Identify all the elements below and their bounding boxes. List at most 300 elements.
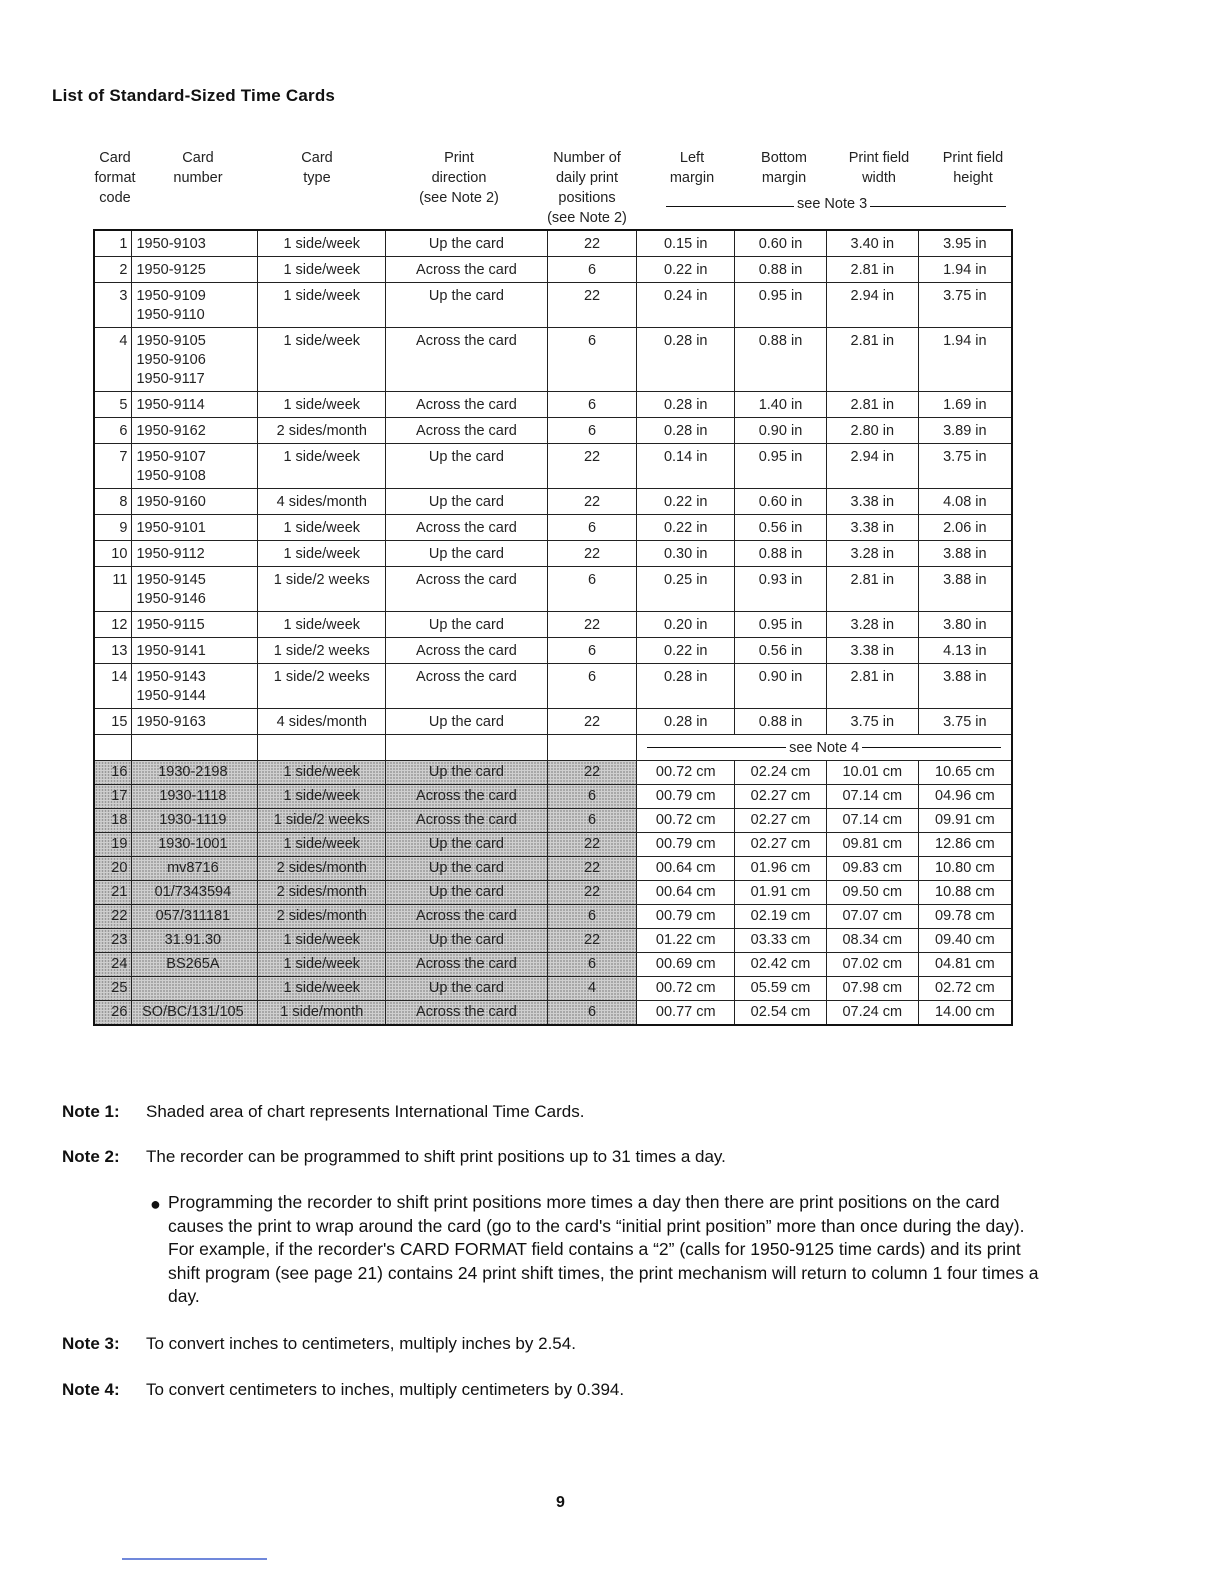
left-margin: 0.28 in bbox=[637, 328, 735, 392]
bottom-margin: 0.95 in bbox=[735, 444, 827, 489]
bottom-margin: 02.27 cm bbox=[735, 785, 827, 809]
left-margin: 0.22 in bbox=[637, 489, 735, 515]
card-type: 4 sides/month bbox=[258, 489, 386, 515]
table-row bbox=[94, 953, 1012, 977]
card-format-code: 14 bbox=[94, 664, 132, 709]
print-field-height: 3.75 in bbox=[918, 444, 1012, 489]
header-card-type: Card type bbox=[301, 150, 333, 186]
bottom-margin: 01.91 cm bbox=[735, 881, 827, 905]
print-direction: Across the card bbox=[386, 418, 548, 444]
table-row bbox=[94, 515, 1012, 541]
left-margin: 0.14 in bbox=[637, 444, 735, 489]
left-margin: 0.22 in bbox=[637, 257, 735, 283]
print-direction: Across the card bbox=[386, 1001, 548, 1026]
card-type: 1 side/week bbox=[258, 444, 386, 489]
card-type: 1 side/week bbox=[258, 283, 386, 328]
print-direction: Across the card bbox=[386, 785, 548, 809]
card-number: 1950-9109 1950-9110 bbox=[132, 283, 258, 328]
card-format-code: 1 bbox=[94, 230, 132, 257]
print-positions: 6 bbox=[547, 638, 637, 664]
left-margin: 00.72 cm bbox=[637, 977, 735, 1001]
header-positions: Number of daily print positions (see Note 2) bbox=[547, 150, 627, 226]
bottom-margin: 0.88 in bbox=[735, 257, 827, 283]
note-4-text: To convert centimeters to inches, multiply centimeters by 0.394. bbox=[146, 1380, 625, 1399]
print-field-height: 04.96 cm bbox=[918, 785, 1012, 809]
print-positions: 6 bbox=[547, 257, 637, 283]
card-number: 057/311181 bbox=[132, 905, 258, 929]
header-field-height: Print field height bbox=[942, 150, 1004, 186]
print-positions: 22 bbox=[547, 230, 637, 257]
print-field-height: 10.80 cm bbox=[918, 857, 1012, 881]
header-field-width: Print field width bbox=[848, 150, 910, 186]
table-row bbox=[94, 283, 1012, 328]
table-row bbox=[94, 638, 1012, 664]
card-type: 1 side/week bbox=[258, 612, 386, 638]
print-field-width: 08.34 cm bbox=[826, 929, 918, 953]
table-row bbox=[94, 761, 1012, 785]
print-field-height: 2.06 in bbox=[918, 515, 1012, 541]
print-field-width: 09.81 cm bbox=[826, 833, 918, 857]
left-margin: 0.22 in bbox=[637, 638, 735, 664]
print-field-width: 3.38 in bbox=[826, 515, 918, 541]
print-positions: 6 bbox=[547, 664, 637, 709]
print-field-width: 3.28 in bbox=[826, 612, 918, 638]
table-row bbox=[94, 541, 1012, 567]
card-number: BS265A bbox=[132, 953, 258, 977]
print-field-width: 2.80 in bbox=[826, 418, 918, 444]
card-number: 1950-9141 bbox=[132, 638, 258, 664]
sep-cell bbox=[132, 735, 258, 761]
card-number: SO/BC/131/105 bbox=[132, 1001, 258, 1026]
print-direction: Across the card bbox=[386, 664, 548, 709]
print-field-width: 3.40 in bbox=[826, 230, 918, 257]
print-direction: Up the card bbox=[386, 230, 548, 257]
print-direction: Up the card bbox=[386, 977, 548, 1001]
print-field-width: 2.81 in bbox=[826, 664, 918, 709]
card-type: 1 side/week bbox=[258, 833, 386, 857]
bottom-margin: 0.56 in bbox=[735, 638, 827, 664]
table-row bbox=[94, 230, 1012, 257]
print-direction: Up the card bbox=[386, 612, 548, 638]
note-2-label: Note 2: bbox=[62, 1147, 120, 1166]
see-note-4-cell bbox=[637, 735, 1012, 761]
print-direction: Up the card bbox=[386, 833, 548, 857]
card-type: 4 sides/month bbox=[258, 709, 386, 735]
table-row bbox=[94, 785, 1012, 809]
card-type: 1 side/week bbox=[258, 785, 386, 809]
print-positions: 6 bbox=[547, 785, 637, 809]
bottom-margin: 0.93 in bbox=[735, 567, 827, 612]
note-3-label: Note 3: bbox=[62, 1334, 120, 1353]
card-number: 31.91.30 bbox=[132, 929, 258, 953]
card-number bbox=[132, 977, 258, 1001]
print-field-width: 10.01 cm bbox=[826, 761, 918, 785]
header-format-code: Card format code bbox=[94, 150, 136, 206]
bullet-icon: ● bbox=[150, 1194, 161, 1214]
card-number: 01/7343594 bbox=[132, 881, 258, 905]
print-field-width: 07.14 cm bbox=[826, 809, 918, 833]
card-format-code: 18 bbox=[94, 809, 132, 833]
header-bottom-margin: Bottom margin bbox=[761, 150, 807, 186]
print-field-height: 09.78 cm bbox=[918, 905, 1012, 929]
left-margin: 0.30 in bbox=[637, 541, 735, 567]
print-field-height: 1.94 in bbox=[918, 328, 1012, 392]
table-row bbox=[94, 567, 1012, 612]
card-number: 1950-9115 bbox=[132, 612, 258, 638]
print-positions: 22 bbox=[547, 612, 637, 638]
left-margin: 00.77 cm bbox=[637, 1001, 735, 1026]
card-type: 1 side/2 weeks bbox=[258, 567, 386, 612]
left-margin: 0.25 in bbox=[637, 567, 735, 612]
print-direction: Across the card bbox=[386, 392, 548, 418]
bottom-margin: 0.95 in bbox=[735, 283, 827, 328]
card-format-code: 16 bbox=[94, 761, 132, 785]
left-margin: 0.28 in bbox=[637, 709, 735, 735]
card-format-code: 15 bbox=[94, 709, 132, 735]
print-field-height: 3.88 in bbox=[918, 567, 1012, 612]
print-positions: 22 bbox=[547, 489, 637, 515]
card-type: 1 side/week bbox=[258, 929, 386, 953]
print-positions: 22 bbox=[547, 761, 637, 785]
card-number: 1950-9107 1950-9108 bbox=[132, 444, 258, 489]
card-format-code: 12 bbox=[94, 612, 132, 638]
table-row bbox=[94, 809, 1012, 833]
print-field-height: 3.88 in bbox=[918, 541, 1012, 567]
card-type: 2 sides/month bbox=[258, 881, 386, 905]
print-field-height: 12.86 cm bbox=[918, 833, 1012, 857]
print-direction: Up the card bbox=[386, 283, 548, 328]
note-4-label: Note 4: bbox=[62, 1380, 120, 1399]
left-margin: 00.64 cm bbox=[637, 857, 735, 881]
print-positions: 6 bbox=[547, 809, 637, 833]
card-type: 1 side/week bbox=[258, 230, 386, 257]
card-type: 1 side/week bbox=[258, 392, 386, 418]
sep-cell bbox=[386, 735, 548, 761]
card-number: 1950-9112 bbox=[132, 541, 258, 567]
card-type: 1 side/week bbox=[258, 977, 386, 1001]
print-direction: Across the card bbox=[386, 809, 548, 833]
print-direction: Up the card bbox=[386, 489, 548, 515]
print-field-height: 14.00 cm bbox=[918, 1001, 1012, 1026]
international-cards-body bbox=[94, 761, 1012, 1026]
table-row bbox=[94, 257, 1012, 283]
card-format-code: 17 bbox=[94, 785, 132, 809]
card-type: 2 sides/month bbox=[258, 857, 386, 881]
see-note-4-label: see Note 4 bbox=[786, 740, 862, 756]
bottom-margin: 1.40 in bbox=[735, 392, 827, 418]
card-number: 1950-9103 bbox=[132, 230, 258, 257]
left-margin: 00.64 cm bbox=[637, 881, 735, 905]
print-field-height: 1.69 in bbox=[918, 392, 1012, 418]
print-field-height: 3.75 in bbox=[918, 709, 1012, 735]
card-format-code: 22 bbox=[94, 905, 132, 929]
print-positions: 22 bbox=[547, 444, 637, 489]
bottom-margin: 02.24 cm bbox=[735, 761, 827, 785]
table-row bbox=[94, 444, 1012, 489]
print-field-width: 3.75 in bbox=[826, 709, 918, 735]
print-direction: Up the card bbox=[386, 541, 548, 567]
card-type: 2 sides/month bbox=[258, 418, 386, 444]
standard-cards-body bbox=[94, 230, 1012, 735]
print-field-height: 4.08 in bbox=[918, 489, 1012, 515]
table-row bbox=[94, 977, 1012, 1001]
print-positions: 22 bbox=[547, 929, 637, 953]
print-field-height: 1.94 in bbox=[918, 257, 1012, 283]
print-positions: 6 bbox=[547, 328, 637, 392]
print-field-width: 3.28 in bbox=[826, 541, 918, 567]
print-positions: 6 bbox=[547, 392, 637, 418]
card-type: 1 side/week bbox=[258, 328, 386, 392]
print-field-width: 2.81 in bbox=[826, 567, 918, 612]
bottom-margin: 0.90 in bbox=[735, 664, 827, 709]
print-positions: 6 bbox=[547, 905, 637, 929]
card-type: 1 side/week bbox=[258, 515, 386, 541]
bottom-margin: 02.42 cm bbox=[735, 953, 827, 977]
table-row bbox=[94, 489, 1012, 515]
note-2-bullet-text: Programming the recorder to shift print positions more times a day then there are print positions on the card causes the print to wrap around the card (go to the card's “initial print position” more than once during the day). For example, if the recorder's CARD FORMAT field contains a “2” (calls for 1950-9125 time cards) and its print shift program (see page 21) contains 24 print shift times, the print mechanism will return to column 1 four times a day. bbox=[168, 1192, 1039, 1306]
print-direction: Up the card bbox=[386, 857, 548, 881]
card-format-code: 19 bbox=[94, 833, 132, 857]
card-number: 1950-9125 bbox=[132, 257, 258, 283]
print-field-width: 2.94 in bbox=[826, 444, 918, 489]
print-direction: Across the card bbox=[386, 328, 548, 392]
card-format-code: 24 bbox=[94, 953, 132, 977]
print-direction: Across the card bbox=[386, 638, 548, 664]
card-type: 1 side/week bbox=[258, 761, 386, 785]
left-margin: 0.28 in bbox=[637, 392, 735, 418]
left-margin: 0.24 in bbox=[637, 283, 735, 328]
sep-cell bbox=[258, 735, 386, 761]
card-number: 1930-1118 bbox=[132, 785, 258, 809]
header-print-direction: Print direction (see Note 2) bbox=[419, 150, 499, 206]
left-margin: 0.15 in bbox=[637, 230, 735, 257]
sep-cell bbox=[94, 735, 132, 761]
page-number: 9 bbox=[556, 1494, 565, 1511]
print-field-width: 09.83 cm bbox=[826, 857, 918, 881]
time-cards-table bbox=[93, 229, 1013, 1026]
bottom-margin: 0.90 in bbox=[735, 418, 827, 444]
print-direction: Across the card bbox=[386, 257, 548, 283]
print-field-width: 3.38 in bbox=[826, 489, 918, 515]
card-format-code: 23 bbox=[94, 929, 132, 953]
print-field-height: 4.13 in bbox=[918, 638, 1012, 664]
print-field-width: 3.38 in bbox=[826, 638, 918, 664]
sep-cell bbox=[547, 735, 637, 761]
print-field-height: 09.91 cm bbox=[918, 809, 1012, 833]
card-format-code: 11 bbox=[94, 567, 132, 612]
card-type: 1 side/2 weeks bbox=[258, 664, 386, 709]
print-field-width: 2.81 in bbox=[826, 392, 918, 418]
card-number: 1950-9101 bbox=[132, 515, 258, 541]
print-direction: Up the card bbox=[386, 444, 548, 489]
table-row bbox=[94, 664, 1012, 709]
print-direction: Up the card bbox=[386, 929, 548, 953]
bottom-margin: 0.88 in bbox=[735, 328, 827, 392]
print-positions: 22 bbox=[547, 833, 637, 857]
table-row bbox=[94, 929, 1012, 953]
left-margin: 0.28 in bbox=[637, 664, 735, 709]
print-field-width: 2.94 in bbox=[826, 283, 918, 328]
card-format-code: 13 bbox=[94, 638, 132, 664]
print-direction: Across the card bbox=[386, 567, 548, 612]
card-format-code: 7 bbox=[94, 444, 132, 489]
table-row bbox=[94, 833, 1012, 857]
header-card-number: Card number bbox=[173, 150, 223, 186]
card-number: mv8716 bbox=[132, 857, 258, 881]
print-field-width: 07.24 cm bbox=[826, 1001, 918, 1026]
left-margin: 00.72 cm bbox=[637, 809, 735, 833]
note4-separator-row bbox=[94, 735, 1012, 761]
card-number: 1950-9145 1950-9146 bbox=[132, 567, 258, 612]
print-field-height: 10.88 cm bbox=[918, 881, 1012, 905]
table-row bbox=[94, 612, 1012, 638]
table-row bbox=[94, 857, 1012, 881]
print-field-height: 10.65 cm bbox=[918, 761, 1012, 785]
separator-body bbox=[94, 735, 1012, 761]
left-margin: 01.22 cm bbox=[637, 929, 735, 953]
print-field-height: 09.40 cm bbox=[918, 929, 1012, 953]
print-positions: 22 bbox=[547, 541, 637, 567]
bottom-margin: 03.33 cm bbox=[735, 929, 827, 953]
print-field-height: 3.95 in bbox=[918, 230, 1012, 257]
print-field-height: 3.89 in bbox=[918, 418, 1012, 444]
print-direction: Up the card bbox=[386, 761, 548, 785]
page-title: List of Standard-Sized Time Cards bbox=[52, 86, 336, 105]
note-2-text: The recorder can be programmed to shift print positions up to 31 times a day. bbox=[146, 1147, 726, 1166]
left-margin: 00.79 cm bbox=[637, 905, 735, 929]
bottom-margin: 0.95 in bbox=[735, 612, 827, 638]
bottom-margin: 05.59 cm bbox=[735, 977, 827, 1001]
card-number: 1930-1001 bbox=[132, 833, 258, 857]
card-type: 1 side/week bbox=[258, 953, 386, 977]
card-number: 1950-9162 bbox=[132, 418, 258, 444]
print-field-width: 07.07 cm bbox=[826, 905, 918, 929]
print-direction: Across the card bbox=[386, 515, 548, 541]
card-type: 1 side/week bbox=[258, 257, 386, 283]
bottom-margin: 02.27 cm bbox=[735, 833, 827, 857]
bottom-margin: 0.60 in bbox=[735, 489, 827, 515]
card-number: 1950-9160 bbox=[132, 489, 258, 515]
print-direction: Up the card bbox=[386, 709, 548, 735]
print-positions: 6 bbox=[547, 1001, 637, 1026]
print-field-height: 02.72 cm bbox=[918, 977, 1012, 1001]
print-positions: 22 bbox=[547, 881, 637, 905]
print-positions: 6 bbox=[547, 953, 637, 977]
note-3 bbox=[62, 1334, 576, 1354]
card-format-code: 9 bbox=[94, 515, 132, 541]
bottom-margin: 0.88 in bbox=[735, 709, 827, 735]
card-type: 2 sides/month bbox=[258, 905, 386, 929]
print-field-height: 04.81 cm bbox=[918, 953, 1012, 977]
note-4 bbox=[62, 1380, 624, 1400]
table-row bbox=[94, 881, 1012, 905]
card-number: 1950-9163 bbox=[132, 709, 258, 735]
card-type: 1 side/month bbox=[258, 1001, 386, 1026]
card-number: 1930-2198 bbox=[132, 761, 258, 785]
card-type: 1 side/2 weeks bbox=[258, 638, 386, 664]
card-format-code: 2 bbox=[94, 257, 132, 283]
left-margin: 00.69 cm bbox=[637, 953, 735, 977]
card-number: 1950-9114 bbox=[132, 392, 258, 418]
print-field-height: 3.75 in bbox=[918, 283, 1012, 328]
bottom-margin: 0.88 in bbox=[735, 541, 827, 567]
bottom-margin: 0.60 in bbox=[735, 230, 827, 257]
card-type: 1 side/week bbox=[258, 541, 386, 567]
card-type: 1 side/2 weeks bbox=[258, 809, 386, 833]
table-row bbox=[94, 1001, 1012, 1026]
print-field-height: 3.80 in bbox=[918, 612, 1012, 638]
card-number: 1950-9143 1950-9144 bbox=[132, 664, 258, 709]
table-row bbox=[94, 328, 1012, 392]
table-row bbox=[94, 905, 1012, 929]
card-number: 1930-1119 bbox=[132, 809, 258, 833]
table-row bbox=[94, 392, 1012, 418]
bottom-margin: 02.19 cm bbox=[735, 905, 827, 929]
header-left-margin: Left margin bbox=[669, 150, 715, 186]
left-margin: 0.28 in bbox=[637, 418, 735, 444]
left-margin: 00.79 cm bbox=[637, 833, 735, 857]
note-2 bbox=[62, 1147, 726, 1167]
left-margin: 00.72 cm bbox=[637, 761, 735, 785]
print-field-height: 3.88 in bbox=[918, 664, 1012, 709]
print-direction: Across the card bbox=[386, 905, 548, 929]
card-format-code: 8 bbox=[94, 489, 132, 515]
print-field-width: 07.14 cm bbox=[826, 785, 918, 809]
left-margin: 0.22 in bbox=[637, 515, 735, 541]
note-1-label: Note 1: bbox=[62, 1102, 120, 1121]
print-direction: Across the card bbox=[386, 953, 548, 977]
see-note-3-label: see Note 3 bbox=[794, 196, 870, 212]
note-1 bbox=[62, 1102, 584, 1122]
print-field-width: 07.98 cm bbox=[826, 977, 918, 1001]
print-field-width: 09.50 cm bbox=[826, 881, 918, 905]
print-positions: 22 bbox=[547, 857, 637, 881]
bottom-margin: 02.54 cm bbox=[735, 1001, 827, 1026]
print-field-width: 2.81 in bbox=[826, 328, 918, 392]
card-format-code: 5 bbox=[94, 392, 132, 418]
card-number: 1950-9105 1950-9106 1950-9117 bbox=[132, 328, 258, 392]
bottom-margin: 01.96 cm bbox=[735, 857, 827, 881]
print-positions: 6 bbox=[547, 515, 637, 541]
left-margin: 0.20 in bbox=[637, 612, 735, 638]
print-positions: 22 bbox=[547, 283, 637, 328]
card-format-code: 20 bbox=[94, 857, 132, 881]
print-positions: 6 bbox=[547, 418, 637, 444]
card-format-code: 3 bbox=[94, 283, 132, 328]
card-format-code: 6 bbox=[94, 418, 132, 444]
scan-artifact-line bbox=[122, 1558, 267, 1560]
print-positions: 4 bbox=[547, 977, 637, 1001]
card-format-code: 10 bbox=[94, 541, 132, 567]
print-positions: 6 bbox=[547, 567, 637, 612]
table-row bbox=[94, 418, 1012, 444]
card-format-code: 21 bbox=[94, 881, 132, 905]
left-margin: 00.79 cm bbox=[637, 785, 735, 809]
table-row bbox=[94, 709, 1012, 735]
card-format-code: 4 bbox=[94, 328, 132, 392]
card-format-code: 26 bbox=[94, 1001, 132, 1026]
note-2-bullet bbox=[150, 1191, 1050, 1309]
print-field-width: 2.81 in bbox=[826, 257, 918, 283]
note-3-text: To convert inches to centimeters, multiply inches by 2.54. bbox=[146, 1334, 576, 1353]
card-format-code: 25 bbox=[94, 977, 132, 1001]
print-field-width: 07.02 cm bbox=[826, 953, 918, 977]
print-direction: Up the card bbox=[386, 881, 548, 905]
note-1-text: Shaded area of chart represents International Time Cards. bbox=[146, 1102, 585, 1121]
bottom-margin: 02.27 cm bbox=[735, 809, 827, 833]
print-positions: 22 bbox=[547, 709, 637, 735]
bottom-margin: 0.56 in bbox=[735, 515, 827, 541]
